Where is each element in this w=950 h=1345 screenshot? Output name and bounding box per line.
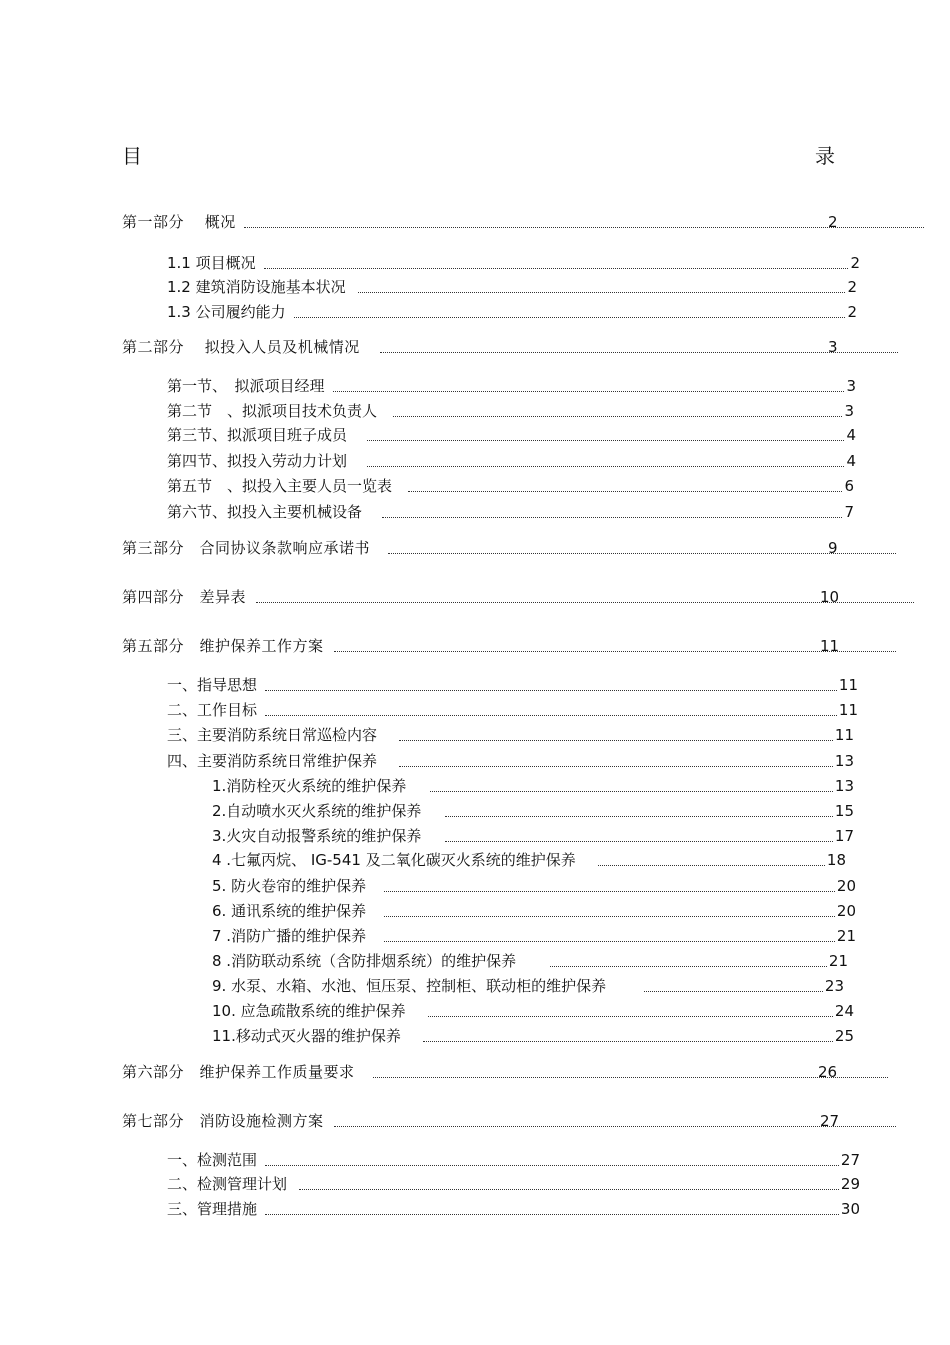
- toc-entry-page: 30: [840, 1200, 860, 1218]
- toc-dot-leader: [399, 739, 833, 741]
- toc-entry-page: 10: [820, 588, 840, 606]
- toc-entry: [167, 1150, 860, 1170]
- toc-entry-label: 三、主要消防系统日常巡检内容: [167, 726, 378, 744]
- toc-entry-label: 第一部分 概况: [122, 213, 236, 231]
- toc-dot-leader: [294, 316, 846, 318]
- toc-entry-page: 11: [820, 637, 840, 655]
- toc-entry-page: 2: [847, 278, 857, 296]
- toc-entry-page: 2: [828, 213, 838, 231]
- toc-entry-label: 第二节 、拟派项目技术负责人: [167, 402, 378, 420]
- toc-entry-page: 25: [834, 1027, 854, 1045]
- toc-dot-leader: [244, 226, 924, 228]
- toc-dot-leader: [445, 815, 833, 817]
- toc-entry: [167, 675, 858, 695]
- toc-entry-page: 3: [844, 402, 854, 420]
- toc-entry: [167, 751, 854, 771]
- toc-entry: [167, 1199, 860, 1219]
- toc-entry-label: 第三部分 合同协议条款响应承诺书: [122, 539, 371, 557]
- toc-entry-label: 第四部分 差异表: [122, 588, 247, 606]
- toc-entry-label: 2.自动喷水灭火系统的维护保养: [212, 802, 422, 820]
- toc-entry-label: 6. 通讯系统的维护保养: [212, 902, 367, 920]
- toc-entry-label: 第三节、拟派项目班子成员: [167, 426, 348, 444]
- toc-entry: [122, 212, 926, 232]
- toc-entry-page: 4: [846, 452, 856, 470]
- toc-entry: [167, 425, 856, 445]
- toc-entry: [212, 776, 854, 796]
- toc-entry-label: 8 .消防联动系统（含防排烟系统）的维护保养: [212, 952, 517, 970]
- toc-entry-label: 二、检测管理计划: [167, 1175, 288, 1193]
- toc-entry-label: 10. 应急疏散系统的维护保养: [212, 1002, 406, 1020]
- toc-dot-leader: [380, 351, 898, 353]
- toc-entry-page: 7: [844, 503, 854, 521]
- toc-dot-leader: [373, 1076, 888, 1078]
- toc-entry-page: 27: [820, 1112, 840, 1130]
- toc-dot-leader: [388, 552, 896, 554]
- toc-entry-label: 第二部分 拟投入人员及机械情况: [122, 338, 360, 356]
- toc-dot-leader: [299, 1188, 839, 1190]
- toc-entry-label: 4 .七氟丙烷、 IG-541 及二氧化碳灭火系统的维护保养: [212, 851, 576, 869]
- toc-entry: [167, 725, 854, 745]
- toc-entry-label: 9. 水泵、水箱、水池、恒压泵、控制柜、联动柜的维护保养: [212, 977, 607, 995]
- toc-entry: [122, 587, 916, 607]
- toc-dot-leader: [408, 490, 842, 492]
- toc-entry-label: 1.3 公司履约能力: [167, 303, 286, 321]
- toc-dot-leader: [256, 601, 914, 603]
- toc-dot-leader: [367, 439, 844, 441]
- toc-entry: [212, 901, 856, 921]
- toc-entry: [167, 476, 854, 496]
- toc-dot-leader: [264, 267, 849, 269]
- toc-title-left: 目: [122, 144, 142, 168]
- toc-dot-leader: [428, 1015, 833, 1017]
- toc-entry-page: 24: [834, 1002, 854, 1020]
- toc-entry-page: 13: [834, 752, 854, 770]
- toc-entry-label: 二、工作目标: [167, 701, 258, 719]
- toc-entry: [167, 376, 856, 396]
- toc-entry: [167, 277, 857, 297]
- toc-entry: [122, 1111, 898, 1131]
- toc-entry: [212, 850, 846, 870]
- toc-entry: [212, 1026, 854, 1046]
- toc-entry-label: 3.火灾自动报警系统的维护保养: [212, 827, 422, 845]
- toc-entry: [212, 876, 856, 896]
- toc-entry-page: 26: [818, 1063, 838, 1081]
- toc-entry-page: 2: [850, 254, 860, 272]
- toc-dot-leader: [445, 840, 833, 842]
- toc-dot-leader: [265, 714, 837, 716]
- toc-dot-leader: [393, 415, 842, 417]
- toc-dot-leader: [334, 650, 896, 652]
- toc-entry: [167, 401, 854, 421]
- toc-entry-label: 1.2 建筑消防设施基本状况: [167, 278, 346, 296]
- toc-entry-label: 一、检测范围: [167, 1151, 258, 1169]
- toc-entry: [212, 926, 856, 946]
- toc-entry-page: 21: [828, 952, 848, 970]
- toc-entry-page: 11: [838, 701, 858, 719]
- toc-entry-page: 15: [834, 802, 854, 820]
- toc-entry: [122, 538, 898, 558]
- toc-entry: [167, 502, 854, 522]
- toc-entry: [122, 1062, 890, 1082]
- toc-entry-label: 第六部分 维护保养工作质量要求: [122, 1063, 355, 1081]
- toc-dot-leader: [423, 1040, 833, 1042]
- toc-entry-page: 20: [836, 902, 856, 920]
- toc-entry-label: 一、指导思想: [167, 676, 258, 694]
- toc-entry-page: 11: [834, 726, 854, 744]
- toc-entry-label: 1.消防栓灭火系统的维护保养: [212, 777, 407, 795]
- toc-entry-page: 29: [840, 1175, 860, 1193]
- toc-dot-leader: [384, 940, 835, 942]
- toc-entry-label: 1.1 项目概况: [167, 254, 256, 272]
- toc-entry-page: 11: [838, 676, 858, 694]
- toc-entry-page: 20: [836, 877, 856, 895]
- toc-entry-page: 3: [828, 338, 838, 356]
- toc-dot-leader: [384, 915, 835, 917]
- toc-entry: [167, 302, 857, 322]
- toc-dot-leader: [384, 890, 835, 892]
- toc-entry-page: 2: [847, 303, 857, 321]
- toc-entry: [167, 253, 860, 273]
- toc-entry: [212, 1001, 854, 1021]
- toc-entry: [167, 1174, 860, 1194]
- toc-entry: [167, 700, 858, 720]
- toc-entry-label: 第七部分 消防设施检测方案: [122, 1112, 324, 1130]
- toc-dot-leader: [598, 864, 825, 866]
- toc-entry-label: 7 .消防广播的维护保养: [212, 927, 367, 945]
- toc-dot-leader: [367, 465, 844, 467]
- toc-entry-page: 6: [844, 477, 854, 495]
- toc-entry: [212, 801, 854, 821]
- toc-dot-leader: [265, 1164, 839, 1166]
- toc-entry: [167, 451, 856, 471]
- toc-entry-page: 27: [840, 1151, 860, 1169]
- toc-entry-page: 18: [826, 851, 846, 869]
- toc-dot-leader: [399, 765, 833, 767]
- toc-entry-label: 四、主要消防系统日常维护保养: [167, 752, 378, 770]
- toc-dot-leader: [644, 990, 823, 992]
- toc-entry-page: 4: [846, 426, 856, 444]
- toc-entry-page: 17: [834, 827, 854, 845]
- toc-entry-page: 9: [828, 539, 838, 557]
- toc-entry-label: 5. 防火卷帘的维护保养: [212, 877, 367, 895]
- toc-dot-leader: [334, 1125, 896, 1127]
- toc-dot-leader: [265, 1213, 839, 1215]
- toc-entry: [212, 976, 844, 996]
- toc-entry-page: 13: [834, 777, 854, 795]
- toc-entry: [122, 636, 898, 656]
- toc-entry-label: 第四节、拟投入劳动力计划: [167, 452, 348, 470]
- toc-entry: [212, 826, 854, 846]
- toc-title-right: 录: [815, 144, 835, 168]
- toc-dot-leader: [430, 790, 833, 792]
- toc-entry-page: 3: [846, 377, 856, 395]
- toc-entry-page: 21: [836, 927, 856, 945]
- toc-dot-leader: [265, 689, 837, 691]
- toc-entry-page: 23: [824, 977, 844, 995]
- toc-dot-leader: [550, 965, 827, 967]
- toc-entry-label: 第五节 、拟投入主要人员一览表: [167, 477, 393, 495]
- toc-entry-label: 11.移动式灭火器的维护保养: [212, 1027, 401, 1045]
- toc-entry-label: 第五部分 维护保养工作方案: [122, 637, 324, 655]
- toc-dot-leader: [382, 516, 842, 518]
- toc-entry-label: 第六节、拟投入主要机械设备: [167, 503, 363, 521]
- toc-entry-label: 第一节、 拟派项目经理: [167, 377, 325, 395]
- toc-entry: [212, 951, 848, 971]
- toc-dot-leader: [358, 291, 846, 293]
- toc-dot-leader: [333, 390, 845, 392]
- toc-entry-label: 三、管理措施: [167, 1200, 258, 1218]
- toc-entry: [122, 337, 900, 357]
